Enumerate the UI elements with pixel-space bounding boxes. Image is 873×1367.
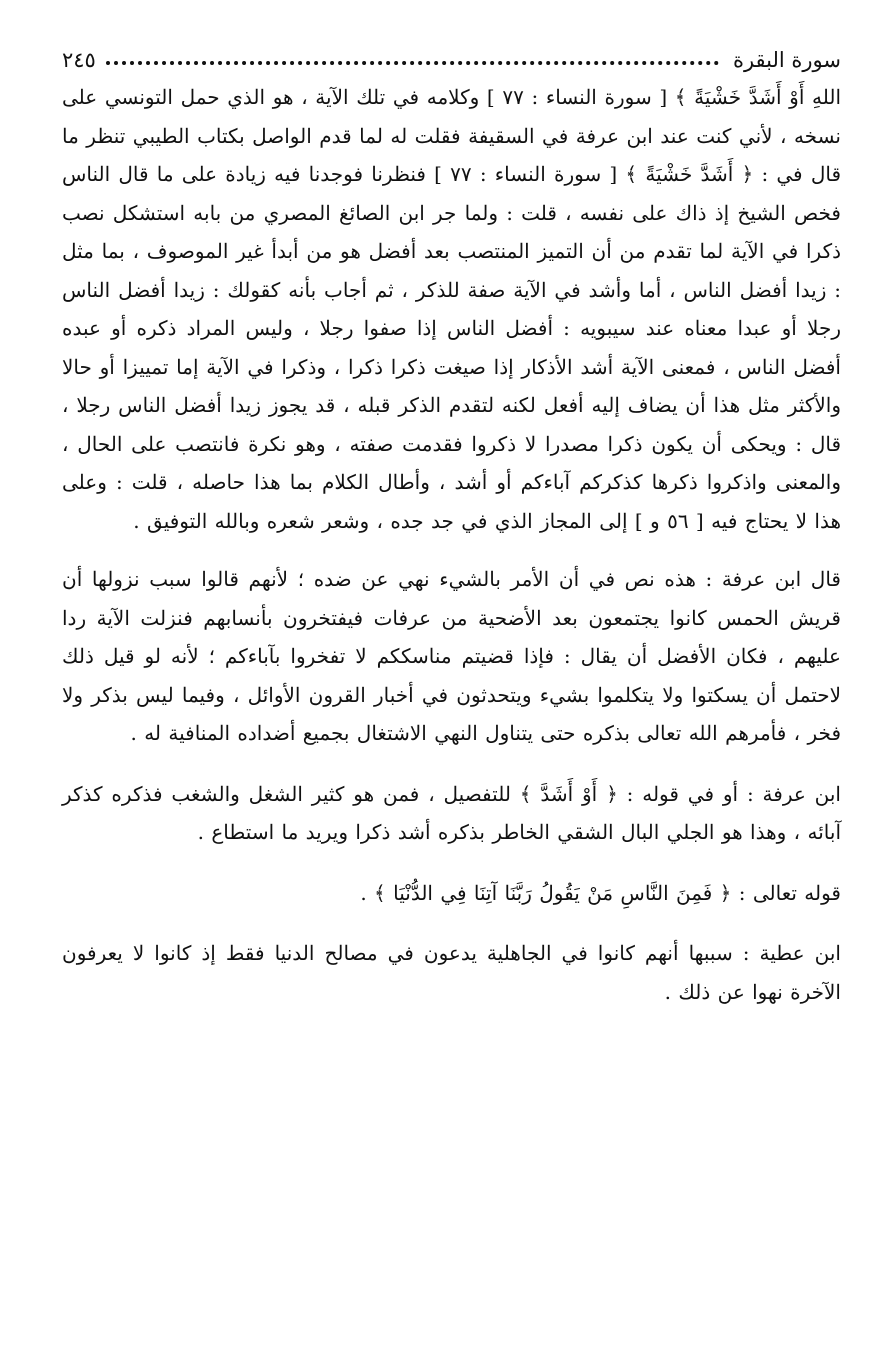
paragraph: ابن عرفة : أو في قوله : ﴿ أَوْ أَشَدَّ ﴾ للتفصيل ، فمن هو كثير الشغل والشغب فذكره كذكر آبائه ، وهذا هو الجلي البال الشقي الخاطر بذكره أشد ذكرا ويريد ما استطاع . bbox=[62, 781, 841, 844]
page-number: ٢٤٥ bbox=[62, 48, 96, 72]
dotted-leader bbox=[106, 61, 719, 65]
surah-title: سورة البقرة bbox=[732, 48, 841, 72]
paragraph: قوله تعالى : ﴿ فَمِنَ النَّاسِ مَنْ يَقُولُ رَبَّنَا آتِنَا فِي الدُّنْيَا ﴾ . bbox=[360, 880, 841, 905]
paragraph: اللهِ أَوْ أَشَدَّ خَشْيَةً ﴾ [ سورة النساء : ٧٧ ] وكلامه في تلك الآية ، هو الذي حمل التونسي على نسخه ، لأني كنت عند ابن عرفة في السقيفة فقلت له لما قدم الواصل بكتاب الطيبي تنظر ما قال في : ﴿ أَشَدَّ خَشْيَةً ﴾ [ سورة النساء : ٧٧ ] فنظرنا فوجدنا فيه زيادة على ما قال الناس فخص الشيخ إذ ذاك على نفسه ، قلت : ولما جر ابن الصائغ المصري من بابه استشكل نصب ذكرا في الآية لما تقدم من أن التميز المنتصب بعد أفضل هو من أبدأ غير الموصوف ، بما مثل : زيدا أفضل الناس ، أما وأشد في الآية صفة للذكر ، ثم أجاب بأنه كقولك : زيدا أفضل الناس رجلا أو عبدا معناه عند سيبويه : أفضل الناس إذا صفوا رجلا ، وليس المراد ذكره أو عبده أفضل الناس ، فمعنى الآية أشد الأذكار إذا صيغت ذكرا ذكرا ، وذكرا في الآية إما تمييزا أو حالا والأكثر مثل هذا أن يضاف إليه أفعل لكنه لتقدم الذكر قبله ، قد يجوز زيدا أفضل الناس رجلا ، قال : ويحكى أن يكون ذكرا مصدرا لا ذكروا فقدمت صفته ، وهو نكرة فانتصب على الحال ، والمعنى واذكروا ذكرها كذكركم آباءكم أو أشد ، وأطال الكلام بما هذا حاصله ، قلت : وعلى هذا لا يحتاج فيه [ ٥٦ و ] إلى المجاز الذي في جد جده ، وشعر شعره وبالله التوفيق . bbox=[62, 85, 842, 533]
paragraph: ابن عطية : سببها أنهم كانوا في الجاهلية يدعون في مصالح الدنيا فقط إذ كانوا لا يعرفون الآخرة نهوا عن ذلك . bbox=[62, 941, 841, 1004]
running-header bbox=[62, 30, 841, 72]
book-page bbox=[62, 30, 841, 1340]
paragraph: قال ابن عرفة : هذه نص في أن الأمر بالشيء نهي عن ضده ؛ لأنهم قالوا سبب نزولها أن قريش الحمس كانوا يجتمعون بعد الأضحية من عرفات فيفتخرون بأنسابهم فنزلت الآية ردا عليهم ، فكان الأفضل أن يقال : فإذا قضيتم مناسككم لا تفخروا بآباءكم ؛ لأنه لو قيل ذلك لاحتمل أن يسكتوا ولا يتكلموا بشيء ويتحدثون في أخبار القرون الأوائل ، وفيما ليس بذكر ولا فخر ، فأمرهم الله تعالى بذكره حتى يتناول النهي الاشتغال بجميع أضداده المنافية له . bbox=[62, 567, 841, 745]
